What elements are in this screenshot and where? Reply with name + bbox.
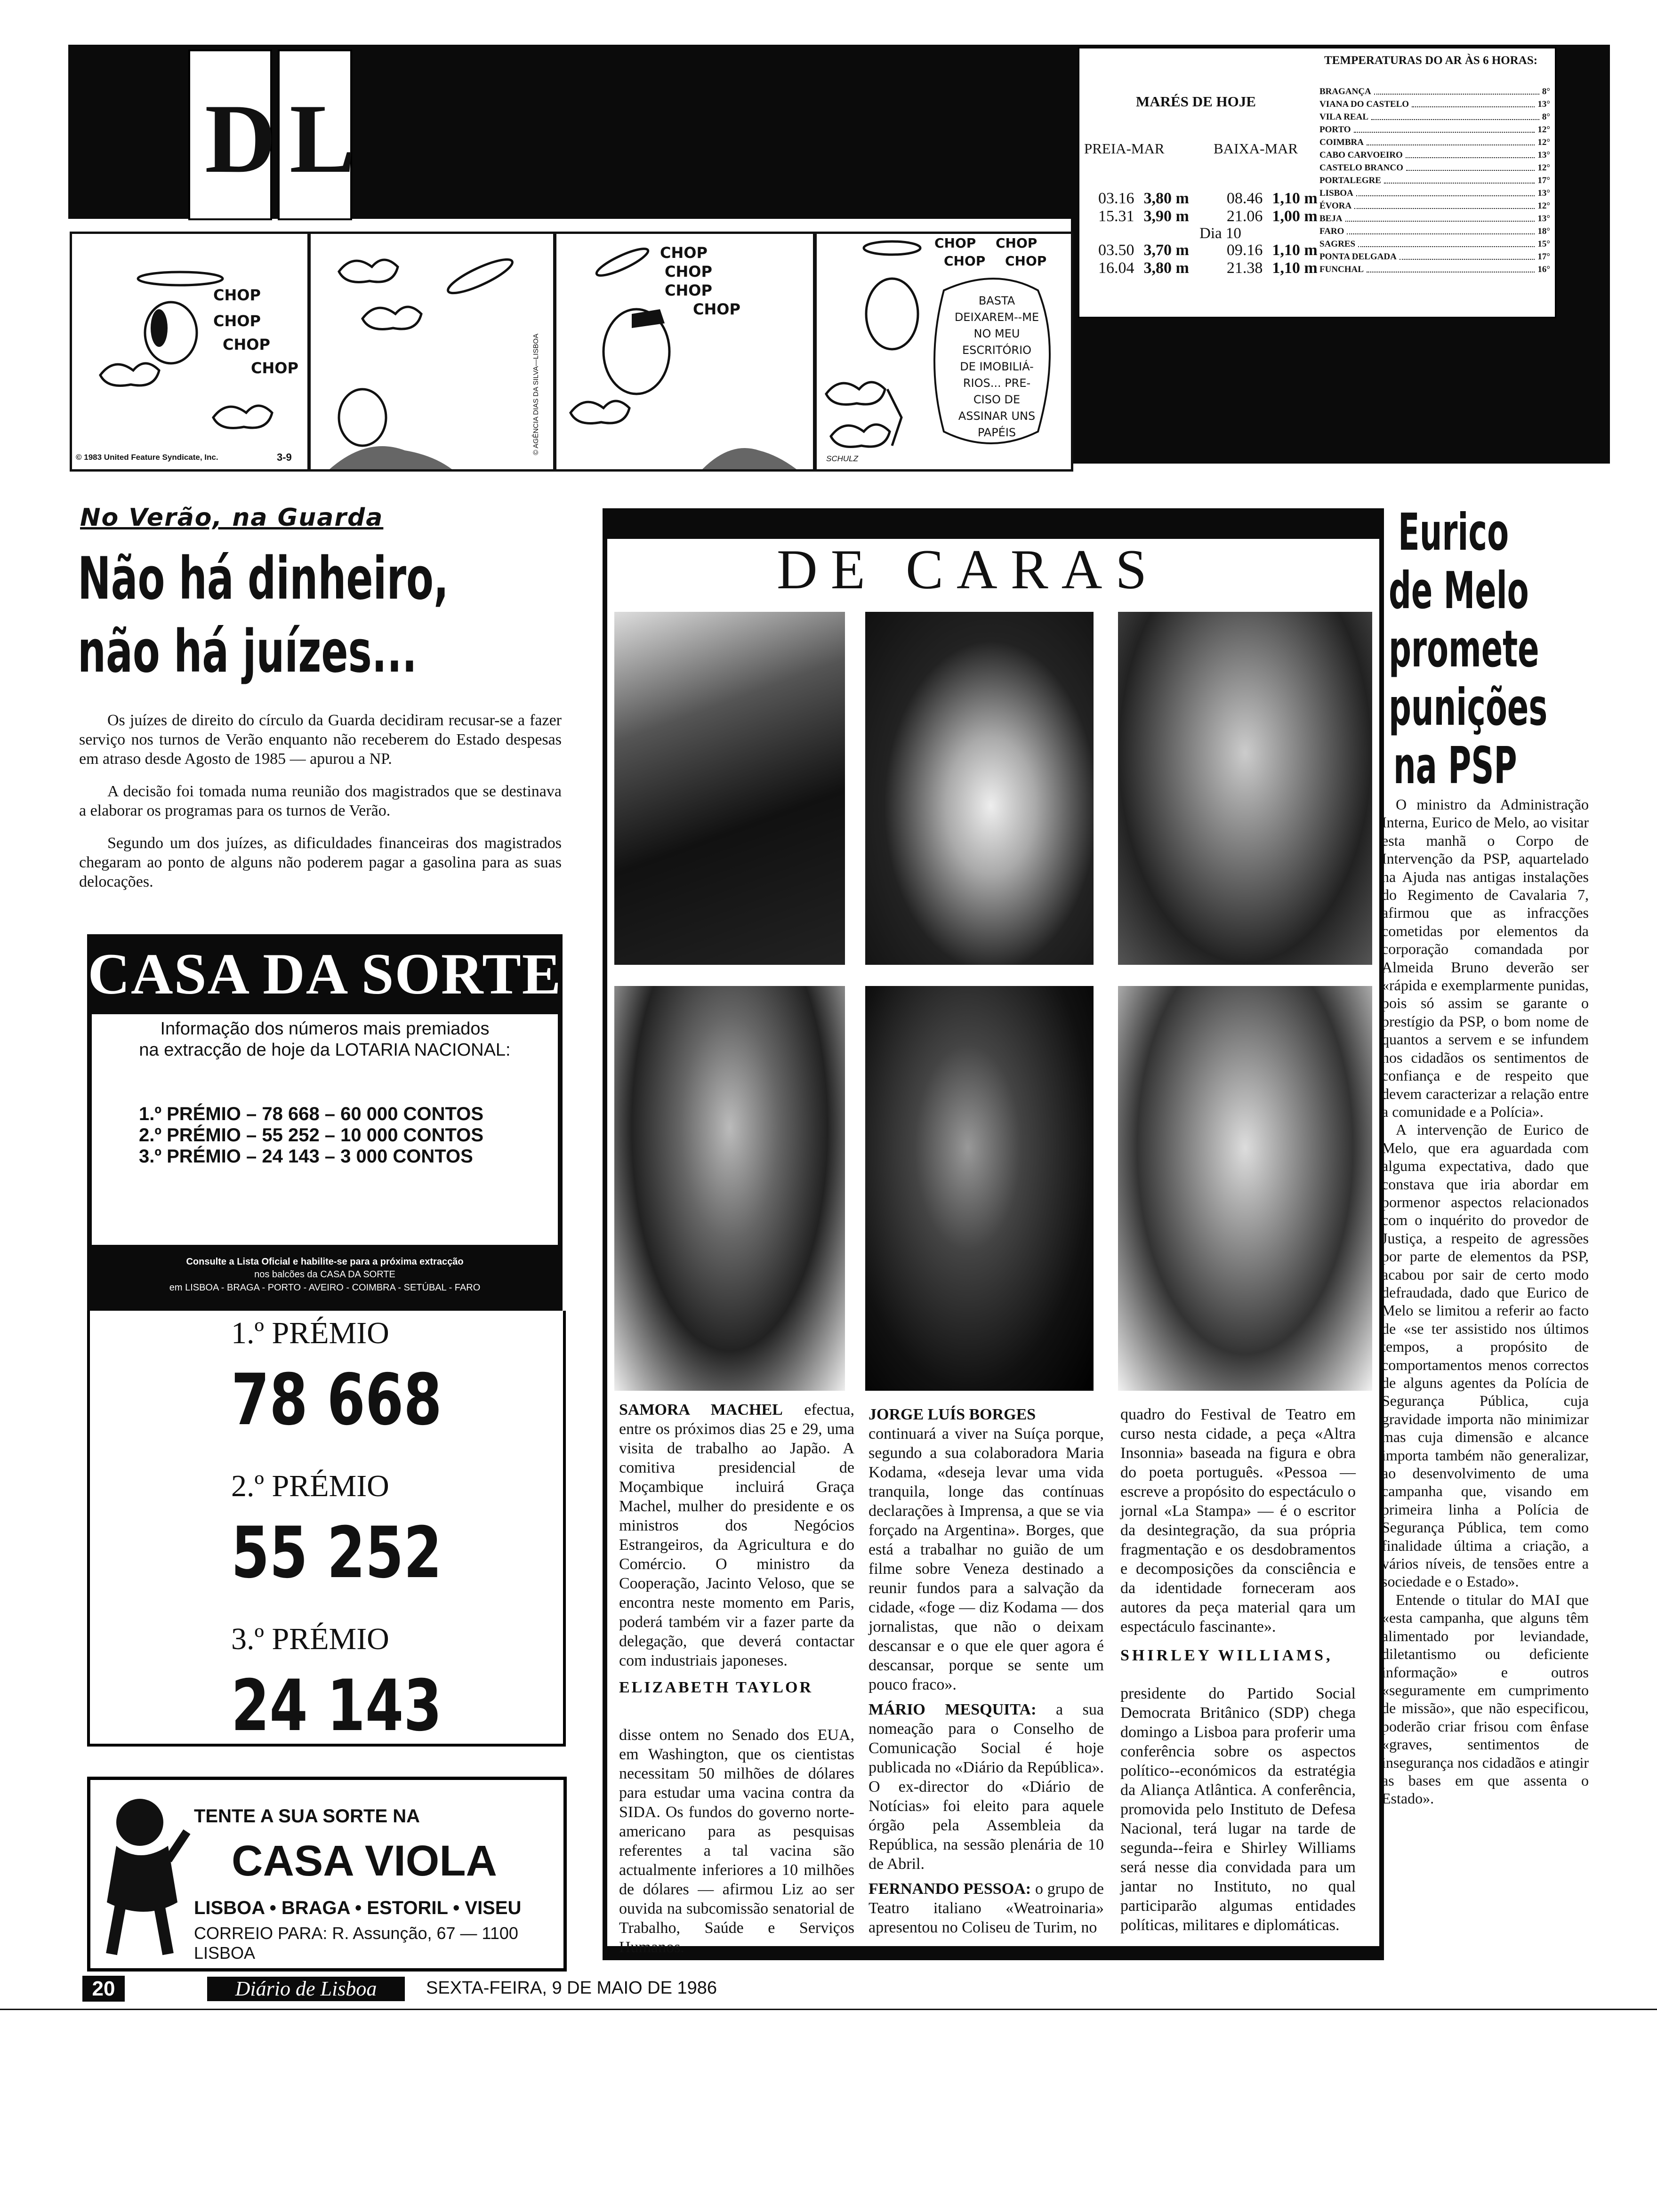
casa-viola-ad	[87, 1777, 567, 1972]
chop-sfx: CHOP	[251, 359, 298, 377]
tide-row: 03.16 3,80 m 08.46 1,10 m	[1098, 190, 1318, 207]
temperature-row	[1319, 161, 1550, 174]
prize-number: 24 143	[231, 1665, 442, 1747]
chop-sfx: CHOP	[693, 300, 740, 318]
chop-sfx: CHOP	[223, 336, 270, 353]
dot-leader	[1358, 238, 1535, 247]
casa-sorte-footer1: Consulte a Lista Oficial e habilite-se para a próxima extracção	[186, 1257, 464, 1267]
article-headline-line1: Não há dinheiro,	[78, 545, 449, 613]
temperature-value: 18°	[1537, 226, 1550, 236]
tide-day-label: Dia 10	[1199, 225, 1241, 242]
city-name: PONTA DELGADA	[1319, 252, 1397, 262]
dot-leader	[1356, 187, 1535, 196]
name-elizabeth-taylor: ELIZABETH TAYLOR	[619, 1679, 813, 1696]
casa-viola-name: CASA VIOLA	[232, 1837, 497, 1885]
entry-shirley: presidente do Partido Social Democrata Britânico (SDP) chega domingo a Lisboa para proferir uma conferência sobre os aspectos político--económicos da estratégia da Aliança Atlântica. A conferência, promovida pelo Instituto de Defesa Nacional, terá lugar na tarde de segunda--feira e Shirley Williams será nesse dia convidada para um jantar no Instituto, no qual participarão algumas entidades políticas, militares e diplomáticas.	[1120, 1685, 1356, 1934]
temperature-value: 17°	[1537, 176, 1550, 185]
comic-panel-2	[308, 232, 555, 472]
temperature-row	[1319, 136, 1550, 149]
dot-leader	[1384, 174, 1535, 184]
temperature-value: 13°	[1537, 188, 1550, 198]
paragraph: O ministro da Administração Interna, Eurico de Melo, ao visitar esta manhã o Corpo de Intervenção da PSP, aquartelado na Ajuda nas antigas instalações do Regimento de Cavalaria 7, afirmou que as infracções cometidas por elementos da corporação comandada por Almeida Bruno deverão ser «rápida e exemplarmente punidas, pois só assim se garante o prestígio da PSP, o bom nome de quantos a servem e se infundem nos cidadãos os sentimentos de confiança e de respeito que devem caracterizar a relação entre a comunidade e a Polícia».	[1382, 796, 1589, 1120]
temperature-row	[1319, 225, 1550, 238]
chop-sfx: CHOP	[1005, 253, 1047, 269]
dot-leader	[1412, 98, 1535, 107]
city-name: BEJA	[1319, 214, 1343, 224]
temperature-row	[1319, 187, 1550, 200]
entry-samora: SAMORA MACHEL efectua, entre os próximos dias 25 e 29, uma visita de trabalho ao Japão. A comitiva presidencial de Moçambique incluirá Graça Machel, mulher do presidente e os ministros dos Negócios Estrangeiros, da Agricultura e do Comércio. O ministro da Cooperação, Jacinto Veloso, que se encontra neste momento em Paris, poderá também vir a fazer parte da delegação, que deverá contactar com industriais japoneses.	[619, 1401, 854, 1669]
comic-date-code: 3-9	[277, 451, 292, 463]
temperature-row	[1319, 85, 1550, 98]
city-name: CABO CARVOEIRO	[1319, 150, 1403, 160]
dot-leader	[1354, 123, 1535, 133]
city-name: VILA REAL	[1319, 112, 1368, 122]
tides-title: MARÉS DE HOJE	[1136, 93, 1256, 110]
photo-samora-machel	[614, 612, 845, 965]
de-caras-column-2	[869, 1405, 1104, 1937]
chop-sfx: CHOP	[934, 235, 976, 251]
casa-sorte-prize-line: 1.º PRÉMIO – 78 668 – 60 000 CONTOS	[139, 1104, 484, 1124]
city-name: VIANA DO CASTELO	[1319, 99, 1409, 109]
dot-leader	[1367, 136, 1535, 145]
temperature-list	[1319, 85, 1550, 276]
photo-elizabeth-taylor	[614, 986, 845, 1391]
city-name: FARO	[1319, 226, 1344, 236]
temperature-value: 12°	[1537, 201, 1550, 211]
de-caras-panel	[607, 538, 1379, 1956]
dot-leader	[1400, 250, 1535, 260]
paragraph: A intervenção de Eurico de Melo, que era aguardada com alguma expectativa, dado que constava que iria abordar em pormenor aspectos relacionados com o inquérito do provedor de Justiça, a respeito de agressões por parte de elementos da PSP, acabou por sair de certo modo defraudada, dado que Eurico de Melo se limitou a referir ao facto de «se ter assistido nos últimos tempos, a propósito de comportamentos menos correctos de alguns agentes da Polícia de Segurança Pública, cuja gravidade importa não minimizar mas cuja dimensão e alcance importa também não generalizar, ao desenvolvimento de uma campanha que, visando em primeira linha a Polícia de Segurança Pública, tem como finalidade última a criação, a vários níveis, de tensões entre a sociedade e o Estado».	[1382, 1121, 1589, 1590]
photo-mario-mesquita	[865, 986, 1094, 1391]
city-name: SAGRES	[1319, 239, 1356, 249]
temperature-value: 12°	[1537, 137, 1550, 147]
city-name: ÉVORA	[1319, 201, 1352, 211]
temps-title: TEMPERATURAS DO AR ÀS 6 HORAS:	[1324, 54, 1538, 67]
prize-number: 55 252	[231, 1512, 442, 1594]
entry-mesquita: MÁRIO MESQUITA: a sua nomeação para o Conselho de Comunicação Social é hoje publicada no «Diário da República». O ex-director do «Diário de Notícias» foi eleito para aquele órgão pela Assembleia da República, na sessão plenária de 10 de Abril.	[869, 1701, 1104, 1873]
temperature-row	[1319, 98, 1550, 111]
paragraph: Segundo um dos juízes, as dificuldades financeiras dos magistrados chegaram ao ponto de alguns não poderem pagar a gasolina para as suas delocações.	[79, 834, 562, 890]
prize-label: 3.º PRÉMIO	[231, 1622, 389, 1656]
tide-row: 03.50 3,70 m 09.16 1,10 m	[1098, 241, 1318, 259]
masthead-letter-l: L	[290, 84, 356, 193]
masthead-bar	[68, 45, 1071, 219]
temperature-value: 12°	[1537, 163, 1550, 173]
temperature-value: 13°	[1537, 150, 1550, 160]
name-samora: SAMORA MACHEL	[619, 1401, 783, 1419]
temperature-row	[1319, 123, 1550, 136]
entry-borges: continuará a viver na Suíça porque, segundo a sua colaboradora Maria Kodama, «deseja levar uma vida tranquila, longe das contínuas declarações à Imprensa, a que se via forçado na Argentina». Borges, que está a trabalhar no guião de um filme sobre Veneza destinado a reunir fundos para a salvação da cidade, «foge — diz Kodama — dos jornalistas, que não o deixam descansar e o que ele quer agora é descansar, porque se sente um pouco fraco».	[869, 1425, 1104, 1693]
paragraph: Os juízes de direito do círculo da Guarda decidiram recusar-se a fazer serviço nos turnos de Verão enquanto não receberem do Estado despesas em atraso desde Agosto de 1985 — apurou a NP.	[79, 712, 562, 768]
tide-row: 15.31 3,90 m 21.06 1,00 m	[1098, 208, 1318, 225]
city-name: CASTELO BRANCO	[1319, 163, 1403, 173]
comic-panel-3	[554, 232, 815, 472]
tide-table-2	[1094, 241, 1322, 277]
temperature-value: 16°	[1537, 264, 1550, 274]
temperature-value: 17°	[1537, 252, 1550, 262]
prize-number: 78 668	[231, 1359, 442, 1441]
dot-leader	[1406, 161, 1535, 171]
article-kicker: No Verão, na Guarda	[80, 504, 384, 532]
temperature-row	[1319, 200, 1550, 212]
paragraph: Entende o titular do MAI que «esta campanha, que alguns têm alimentado por leviandade, diletantismo ou deficiente informação» e outros «seguramente em cumprimento de missão», que não especificou, poderão criar frisou com ênfase «graves, sentimentos de insegurança nos cidadãos e atingir as bases em que assenta o Estado».	[1382, 1591, 1589, 1807]
name-shirley-williams: SHIRLEY WILLIAMS,	[1120, 1647, 1333, 1664]
entry-liz: disse ontem no Senado dos EUA, em Washington, que os cientistas necessitam 50 milhões de dólares para estudar uma vacina contra da SIDA. Os fundos do governo norte-americano para as pesquisas referentes a tal vacina são actualmente inferiores a 10 milhões de dólares — afirmou Liz ao ser ouvida na subcomissão senatorial de Trabalho, Saúde e Serviços Humanos.	[619, 1726, 854, 1956]
low-tide-label: BAIXA-MAR	[1214, 140, 1298, 157]
de-caras-column-3	[1120, 1405, 1356, 1935]
photo-maria-kodama	[865, 612, 1094, 965]
dot-leader	[1374, 85, 1539, 95]
temperature-row	[1319, 149, 1550, 161]
name-borges: JORGE LUÍS BORGES	[869, 1406, 1036, 1423]
casa-viola-tagline: TENTE A SUA SORTE NA	[194, 1806, 420, 1827]
headline-line: na PSP	[1393, 737, 1517, 795]
casa-sorte-ad	[87, 934, 563, 1311]
temperature-value: 12°	[1537, 125, 1550, 135]
footer-rule	[0, 2009, 1657, 2010]
publication-date: SEXTA-FEIRA, 9 DE MAIO DE 1986	[426, 1978, 717, 1998]
snoopy-flying-drawing	[311, 234, 553, 469]
speech-balloon-text: BASTA DEIXAREM--ME NO MEU ESCRITÓRIO DE IMOBILIÁ-RIOS... PRE-CISO DE ASSINAR UNS PAPÉIS	[954, 294, 1039, 439]
eurico-body	[1382, 795, 1589, 1808]
entry-pessoa: FERNANDO PESSOA: o grupo de Teatro italiano «Weatroinaria» apresentou no Coliseu de Turim, no	[869, 1880, 1104, 1936]
tide-row: 16.04 3,80 m 21.38 1,10 m	[1098, 259, 1318, 277]
city-name: PORTO	[1319, 125, 1351, 135]
temperature-row	[1319, 212, 1550, 225]
temperature-value: 8°	[1542, 112, 1550, 122]
dot-leader	[1367, 263, 1535, 272]
dot-leader	[1354, 200, 1535, 209]
comic-signature: SCHULZ	[826, 454, 859, 463]
temperature-row	[1319, 263, 1550, 276]
prize-results-box	[87, 1311, 566, 1747]
masthead-letter-d: D	[205, 84, 276, 193]
comic-panel-4	[814, 232, 1073, 472]
casa-sorte-prize-line: 3.º PRÉMIO – 24 143 – 3 000 CONTOS	[139, 1146, 473, 1167]
headline-line: Eurico	[1398, 503, 1509, 562]
comic-copyright: © 1983 United Feature Syndicate, Inc.	[76, 453, 218, 462]
city-name: LISBOA	[1319, 188, 1353, 198]
temperature-row	[1319, 238, 1550, 250]
temperature-value: 15°	[1537, 239, 1550, 249]
dot-leader	[1406, 149, 1535, 158]
prize-label: 2.º PRÉMIO	[231, 1469, 389, 1503]
chop-sfx: CHOP	[665, 281, 712, 299]
headline-line: punições	[1389, 678, 1548, 737]
city-name: PORTALEGRE	[1319, 176, 1381, 185]
article-headline-line2: não há juízes...	[78, 618, 417, 686]
chop-sfx: CHOP	[996, 235, 1038, 251]
dot-leader	[1347, 225, 1535, 234]
casa-sorte-info-line2: na extracção de hoje da LOTARIA NACIONAL:	[139, 1040, 511, 1060]
snoopy-helicopter-drawing	[72, 234, 307, 469]
high-tide-label: PREIA-MAR	[1084, 140, 1165, 157]
comic-agency-credit: © AGÊNCIA DIAS DA SILVA—LISBOA	[532, 333, 540, 455]
temperature-row	[1319, 174, 1550, 187]
tide-table-1	[1094, 190, 1322, 225]
weather-panel	[1078, 47, 1556, 318]
photo-jorge-luis-borges	[1118, 612, 1372, 965]
paper-name-box	[207, 1977, 405, 2001]
chop-sfx: CHOP	[944, 253, 986, 269]
page-number-box	[82, 1976, 125, 2002]
entry-pessoa-cont: quadro do Festival de Teatro em curso nesta cidade, a peça «Altra Insonnia» baseada na figura e obra do poeta português. «Pessoa — escreve a propósito do espectáculo o jornal «La Stampa» — é o escritor da desintegração, da sua própria fragmentação e os desdobramentos e decomposições da consciência e da identidade forneceram aos autores da peça material qara um espectáculo fascinante».	[1120, 1406, 1356, 1635]
temperature-row	[1319, 111, 1550, 123]
paper-name: Diário de Lisboa	[235, 1977, 377, 2000]
dot-leader	[1345, 212, 1535, 222]
casa-sorte-title: CASA DA SORTE	[88, 942, 562, 1006]
casa-viola-cities: LISBOA • BRAGA • ESTORIL • VISEU	[194, 1898, 522, 1918]
de-caras-title: DE CARAS	[777, 538, 1160, 601]
casa-viola-mail: CORREIO PARA: R. Assunção, 67 — 1100 LISBOA	[194, 1923, 518, 1963]
casa-sorte-footer2: nos balcões da CASA DA SORTE	[254, 1269, 395, 1280]
chop-sfx: CHOP	[213, 312, 261, 330]
paragraph: A decisão foi tomada numa reunião dos magistrados que se destinava a elaborar os programas para os turnos de Verão.	[79, 783, 562, 819]
photo-shirley-williams	[1118, 986, 1372, 1391]
guarda-body	[79, 711, 562, 891]
dot-leader	[1371, 111, 1539, 120]
mascot-figure-illustration	[97, 1789, 192, 1959]
casa-sorte-footer3: em LISBOA - BRAGA - PORTO - AVEIRO - COIMBRA - SETÚBAL - FARO	[169, 1282, 481, 1293]
page-number: 20	[92, 1977, 115, 2000]
casa-sorte-info-line1: Informação dos números mais premiados	[160, 1019, 490, 1039]
de-caras-column-1	[619, 1400, 854, 1957]
city-name: COIMBRA	[1319, 137, 1364, 147]
eurico-headline	[1389, 504, 1577, 795]
chop-sfx: CHOP	[213, 286, 261, 304]
city-name: FUNCHAL	[1319, 264, 1364, 274]
city-name: BRAGANÇA	[1319, 87, 1371, 96]
chop-sfx: CHOP	[665, 263, 712, 281]
prize-label: 1.º PRÉMIO	[231, 1316, 389, 1350]
temperature-value: 13°	[1537, 99, 1550, 109]
casa-sorte-info-box	[92, 1014, 558, 1245]
chop-sfx: CHOP	[660, 244, 708, 262]
temperature-row	[1319, 250, 1550, 263]
comic-panel-1	[70, 232, 310, 472]
temperature-value: 8°	[1542, 87, 1550, 96]
headline-line: promete	[1389, 620, 1539, 679]
headline-line: de Melo	[1389, 561, 1529, 620]
temperature-value: 13°	[1537, 214, 1550, 224]
casa-sorte-prize-line: 2.º PRÉMIO – 55 252 – 10 000 CONTOS	[139, 1125, 484, 1146]
